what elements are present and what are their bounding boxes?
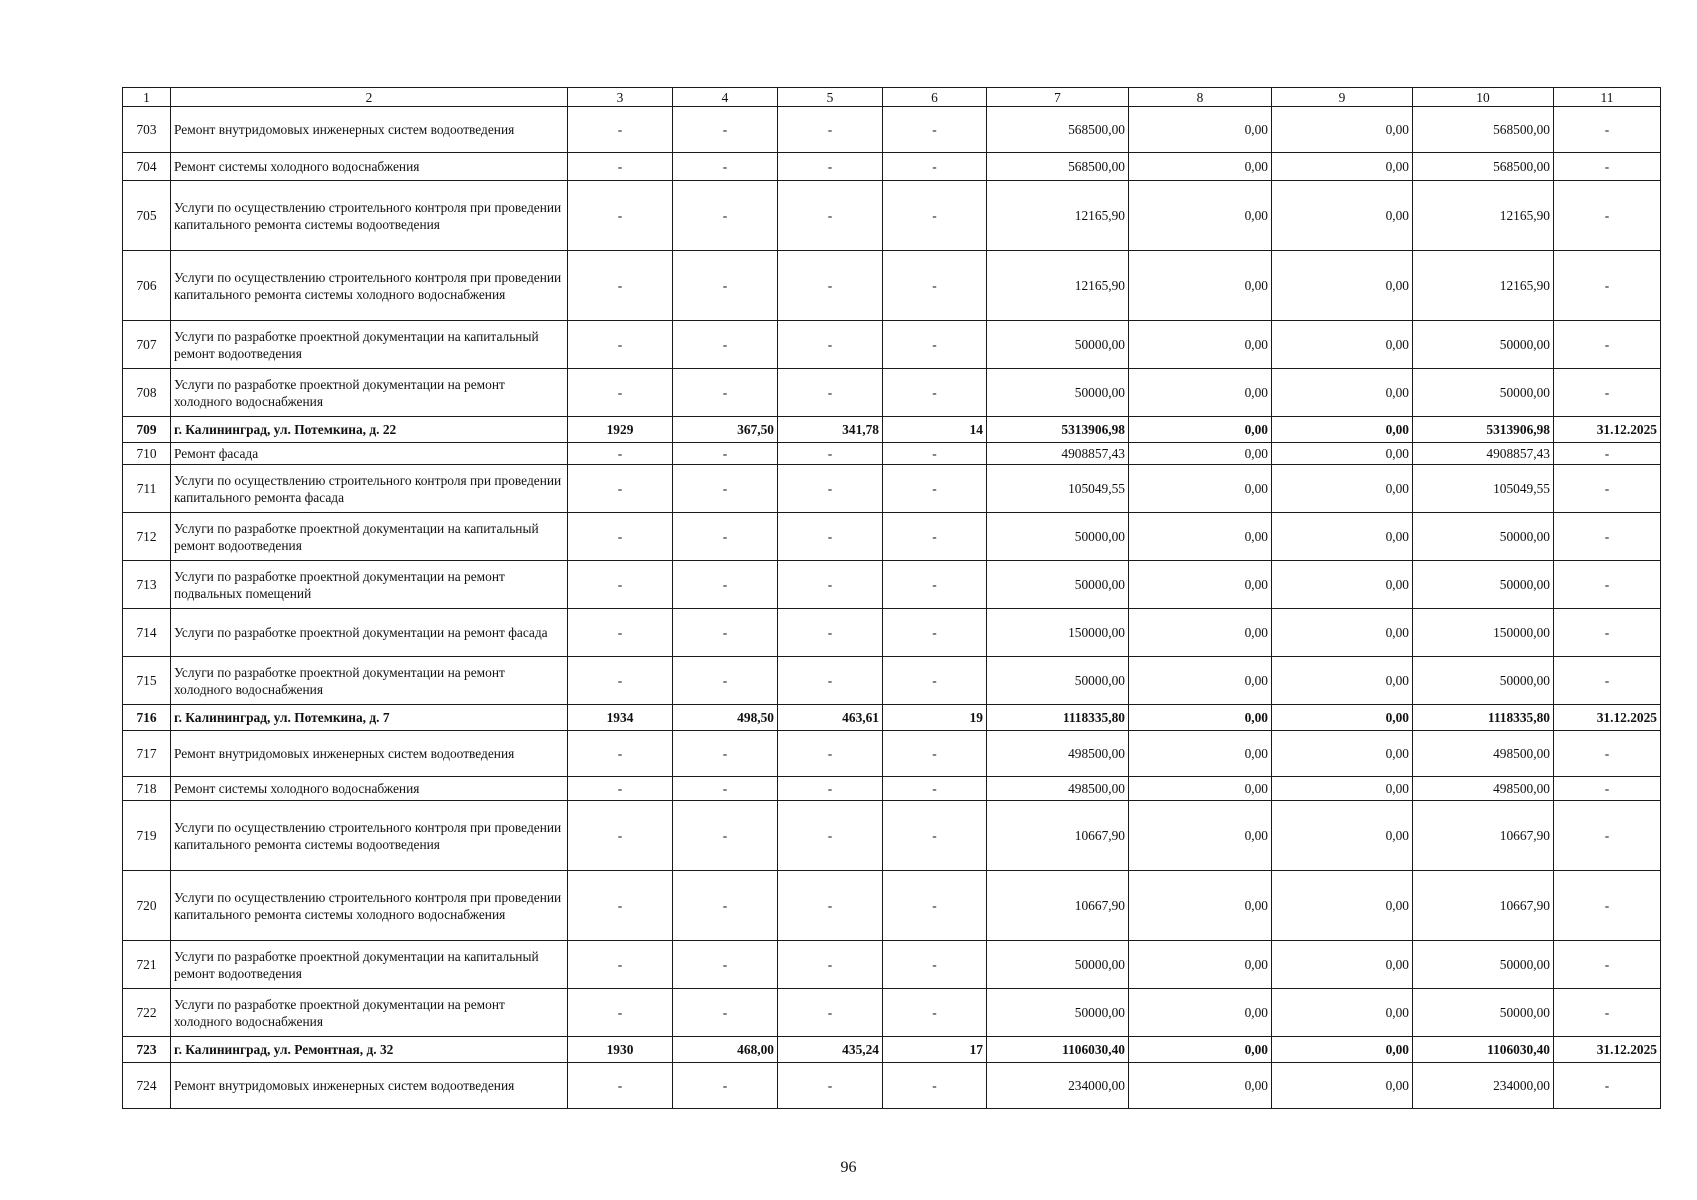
column-number: 4 bbox=[673, 88, 778, 107]
row-number: 713 bbox=[123, 561, 171, 609]
cell-area-living: - bbox=[778, 777, 883, 801]
cell-fund-3: 4908857,43 bbox=[1413, 443, 1554, 465]
cell-deadline: - bbox=[1554, 731, 1661, 777]
cell-year: - bbox=[568, 561, 673, 609]
cell-residents: - bbox=[883, 657, 987, 705]
cell-cost-total: 498500,00 bbox=[987, 777, 1129, 801]
table-row bbox=[123, 465, 1661, 513]
cell-cost-total: 50000,00 bbox=[987, 657, 1129, 705]
row-number: 711 bbox=[123, 465, 171, 513]
cell-area-total: - bbox=[673, 801, 778, 871]
cell-fund-3: 12165,90 bbox=[1413, 181, 1554, 251]
cell-residents: - bbox=[883, 1063, 987, 1109]
cell-year: 1930 bbox=[568, 1037, 673, 1063]
cell-cost-total: 10667,90 bbox=[987, 871, 1129, 941]
cell-fund-2: 0,00 bbox=[1272, 1037, 1413, 1063]
cell-cost-total: 50000,00 bbox=[987, 941, 1129, 989]
row-number: 722 bbox=[123, 989, 171, 1037]
cell-deadline: - bbox=[1554, 871, 1661, 941]
cell-fund-2: 0,00 bbox=[1272, 251, 1413, 321]
cell-cost-total: 4908857,43 bbox=[987, 443, 1129, 465]
column-number: 6 bbox=[883, 88, 987, 107]
cell-fund-2: 0,00 bbox=[1272, 801, 1413, 871]
row-name: Услуги по осуществлению строительного контроля при проведении капитального ремонта фасада bbox=[171, 465, 568, 513]
row-number: 708 bbox=[123, 369, 171, 417]
cell-fund-1: 0,00 bbox=[1129, 657, 1272, 705]
row-name: Ремонт фасада bbox=[171, 443, 568, 465]
cell-year: - bbox=[568, 513, 673, 561]
cell-deadline: 31.12.2025 bbox=[1554, 417, 1661, 443]
cell-year: 1929 bbox=[568, 417, 673, 443]
cell-area-total: - bbox=[673, 513, 778, 561]
cell-year: - bbox=[568, 731, 673, 777]
cell-area-total: - bbox=[673, 153, 778, 181]
cell-cost-total: 498500,00 bbox=[987, 731, 1129, 777]
cell-area-living: - bbox=[778, 561, 883, 609]
cell-fund-2: 0,00 bbox=[1272, 561, 1413, 609]
cell-fund-1: 0,00 bbox=[1129, 871, 1272, 941]
cell-fund-3: 1118335,80 bbox=[1413, 705, 1554, 731]
cell-area-living: 435,24 bbox=[778, 1037, 883, 1063]
table-row bbox=[123, 153, 1661, 181]
cell-fund-1: 0,00 bbox=[1129, 731, 1272, 777]
cell-area-living: - bbox=[778, 443, 883, 465]
cell-fund-3: 50000,00 bbox=[1413, 321, 1554, 369]
table-body bbox=[123, 88, 1661, 1109]
cell-year: 1934 bbox=[568, 705, 673, 731]
row-number: 709 bbox=[123, 417, 171, 443]
row-name: Ремонт внутридомовых инженерных систем водоотведения bbox=[171, 1063, 568, 1109]
cell-year: - bbox=[568, 107, 673, 153]
cell-cost-total: 50000,00 bbox=[987, 321, 1129, 369]
row-number: 706 bbox=[123, 251, 171, 321]
cell-deadline: - bbox=[1554, 657, 1661, 705]
row-name: Услуги по разработке проектной документации на ремонт холодного водоснабжения bbox=[171, 369, 568, 417]
cell-area-living: - bbox=[778, 513, 883, 561]
cell-deadline: - bbox=[1554, 443, 1661, 465]
cell-fund-3: 50000,00 bbox=[1413, 513, 1554, 561]
row-name: Услуги по осуществлению строительного контроля при проведении капитального ремонта системы водоотведения bbox=[171, 801, 568, 871]
cell-area-living: - bbox=[778, 609, 883, 657]
cell-residents: - bbox=[883, 443, 987, 465]
cell-year: - bbox=[568, 871, 673, 941]
cell-area-total: - bbox=[673, 369, 778, 417]
cell-deadline: - bbox=[1554, 513, 1661, 561]
cell-fund-3: 10667,90 bbox=[1413, 801, 1554, 871]
cell-cost-total: 50000,00 bbox=[987, 369, 1129, 417]
row-name: г. Калининград, ул. Потемкина, д. 7 bbox=[171, 705, 568, 731]
cell-fund-2: 0,00 bbox=[1272, 321, 1413, 369]
row-number: 710 bbox=[123, 443, 171, 465]
cell-deadline: - bbox=[1554, 609, 1661, 657]
cell-year: - bbox=[568, 1063, 673, 1109]
cell-fund-1: 0,00 bbox=[1129, 321, 1272, 369]
cell-area-living: - bbox=[778, 107, 883, 153]
row-name: Услуги по разработке проектной документации на капитальный ремонт водоотведения bbox=[171, 513, 568, 561]
cell-area-living: - bbox=[778, 181, 883, 251]
cell-residents: - bbox=[883, 181, 987, 251]
cell-deadline: - bbox=[1554, 801, 1661, 871]
cell-residents: 17 bbox=[883, 1037, 987, 1063]
cell-fund-3: 105049,55 bbox=[1413, 465, 1554, 513]
cell-cost-total: 568500,00 bbox=[987, 153, 1129, 181]
table-row bbox=[123, 941, 1661, 989]
row-number: 703 bbox=[123, 107, 171, 153]
cell-area-living: - bbox=[778, 1063, 883, 1109]
cell-cost-total: 150000,00 bbox=[987, 609, 1129, 657]
column-number: 9 bbox=[1272, 88, 1413, 107]
column-number: 11 bbox=[1554, 88, 1661, 107]
cell-residents: - bbox=[883, 369, 987, 417]
cell-year: - bbox=[568, 777, 673, 801]
address-row bbox=[123, 1037, 1661, 1063]
cell-year: - bbox=[568, 989, 673, 1037]
cell-fund-2: 0,00 bbox=[1272, 417, 1413, 443]
cell-area-total: - bbox=[673, 107, 778, 153]
row-number: 704 bbox=[123, 153, 171, 181]
table-row bbox=[123, 871, 1661, 941]
cell-cost-total: 1106030,40 bbox=[987, 1037, 1129, 1063]
cell-residents: - bbox=[883, 871, 987, 941]
cell-area-total: 498,50 bbox=[673, 705, 778, 731]
cell-area-living: - bbox=[778, 251, 883, 321]
cell-area-total: - bbox=[673, 321, 778, 369]
cell-residents: - bbox=[883, 609, 987, 657]
cell-fund-3: 50000,00 bbox=[1413, 989, 1554, 1037]
row-name: Услуги по осуществлению строительного контроля при проведении капитального ремонта системы холодного водоснабжения bbox=[171, 871, 568, 941]
table-row bbox=[123, 181, 1661, 251]
row-number: 715 bbox=[123, 657, 171, 705]
cell-cost-total: 50000,00 bbox=[987, 989, 1129, 1037]
cell-cost-total: 50000,00 bbox=[987, 561, 1129, 609]
cell-fund-1: 0,00 bbox=[1129, 941, 1272, 989]
cell-area-living: - bbox=[778, 153, 883, 181]
cell-residents: - bbox=[883, 153, 987, 181]
cell-fund-1: 0,00 bbox=[1129, 561, 1272, 609]
cell-fund-2: 0,00 bbox=[1272, 609, 1413, 657]
row-name: Ремонт внутридомовых инженерных систем водоотведения bbox=[171, 107, 568, 153]
cell-area-living: - bbox=[778, 801, 883, 871]
cell-fund-1: 0,00 bbox=[1129, 181, 1272, 251]
column-number: 7 bbox=[987, 88, 1129, 107]
cell-fund-3: 498500,00 bbox=[1413, 731, 1554, 777]
address-row bbox=[123, 705, 1661, 731]
cell-residents: - bbox=[883, 941, 987, 989]
table-row bbox=[123, 251, 1661, 321]
cell-deadline: - bbox=[1554, 777, 1661, 801]
cell-deadline: - bbox=[1554, 181, 1661, 251]
cell-fund-3: 234000,00 bbox=[1413, 1063, 1554, 1109]
cell-area-living: - bbox=[778, 941, 883, 989]
cell-fund-3: 568500,00 bbox=[1413, 153, 1554, 181]
cell-fund-1: 0,00 bbox=[1129, 1063, 1272, 1109]
cell-area-total: - bbox=[673, 443, 778, 465]
cell-residents: - bbox=[883, 321, 987, 369]
cell-fund-2: 0,00 bbox=[1272, 181, 1413, 251]
cell-fund-3: 568500,00 bbox=[1413, 107, 1554, 153]
cell-fund-2: 0,00 bbox=[1272, 941, 1413, 989]
cell-fund-2: 0,00 bbox=[1272, 153, 1413, 181]
cell-fund-2: 0,00 bbox=[1272, 1063, 1413, 1109]
row-name: г. Калининград, ул. Ремонтная, д. 32 bbox=[171, 1037, 568, 1063]
cell-fund-3: 50000,00 bbox=[1413, 369, 1554, 417]
table-row bbox=[123, 777, 1661, 801]
cell-area-total: - bbox=[673, 561, 778, 609]
cell-area-living: - bbox=[778, 465, 883, 513]
row-name: Услуги по разработке проектной документации на капитальный ремонт водоотведения bbox=[171, 321, 568, 369]
column-number: 8 bbox=[1129, 88, 1272, 107]
cell-fund-2: 0,00 bbox=[1272, 443, 1413, 465]
cell-area-living: 341,78 bbox=[778, 417, 883, 443]
row-name: Услуги по разработке проектной документации на ремонт холодного водоснабжения bbox=[171, 989, 568, 1037]
cell-fund-1: 0,00 bbox=[1129, 777, 1272, 801]
cell-residents: 19 bbox=[883, 705, 987, 731]
cell-fund-1: 0,00 bbox=[1129, 513, 1272, 561]
cell-cost-total: 105049,55 bbox=[987, 465, 1129, 513]
cell-cost-total: 234000,00 bbox=[987, 1063, 1129, 1109]
row-number: 714 bbox=[123, 609, 171, 657]
table-row bbox=[123, 561, 1661, 609]
cell-residents: - bbox=[883, 801, 987, 871]
row-number: 716 bbox=[123, 705, 171, 731]
cell-area-total: - bbox=[673, 731, 778, 777]
cell-deadline: - bbox=[1554, 465, 1661, 513]
cell-area-living: - bbox=[778, 369, 883, 417]
cell-fund-3: 50000,00 bbox=[1413, 561, 1554, 609]
row-name: г. Калининград, ул. Потемкина, д. 22 bbox=[171, 417, 568, 443]
cell-fund-2: 0,00 bbox=[1272, 705, 1413, 731]
cell-area-total: - bbox=[673, 657, 778, 705]
row-name: Ремонт системы холодного водоснабжения bbox=[171, 153, 568, 181]
cell-area-total: 367,50 bbox=[673, 417, 778, 443]
cell-area-total: - bbox=[673, 777, 778, 801]
cell-residents: - bbox=[883, 107, 987, 153]
table-row bbox=[123, 609, 1661, 657]
cell-deadline: - bbox=[1554, 107, 1661, 153]
cell-year: - bbox=[568, 251, 673, 321]
cell-deadline: - bbox=[1554, 321, 1661, 369]
cell-cost-total: 5313906,98 bbox=[987, 417, 1129, 443]
cell-area-living: - bbox=[778, 989, 883, 1037]
cell-fund-2: 0,00 bbox=[1272, 107, 1413, 153]
cell-deadline: - bbox=[1554, 1063, 1661, 1109]
cell-fund-1: 0,00 bbox=[1129, 465, 1272, 513]
cell-fund-2: 0,00 bbox=[1272, 871, 1413, 941]
cell-fund-2: 0,00 bbox=[1272, 465, 1413, 513]
table-row bbox=[123, 657, 1661, 705]
cell-fund-1: 0,00 bbox=[1129, 609, 1272, 657]
cell-fund-1: 0,00 bbox=[1129, 705, 1272, 731]
table-row bbox=[123, 443, 1661, 465]
row-number: 718 bbox=[123, 777, 171, 801]
row-name: Услуги по осуществлению строительного контроля при проведении капитального ремонта системы водоотведения bbox=[171, 181, 568, 251]
cell-fund-3: 1106030,40 bbox=[1413, 1037, 1554, 1063]
cell-year: - bbox=[568, 369, 673, 417]
column-number: 5 bbox=[778, 88, 883, 107]
cell-year: - bbox=[568, 153, 673, 181]
cell-area-living: - bbox=[778, 731, 883, 777]
cell-fund-3: 10667,90 bbox=[1413, 871, 1554, 941]
column-number: 2 bbox=[171, 88, 568, 107]
cell-residents: - bbox=[883, 561, 987, 609]
cell-deadline: - bbox=[1554, 153, 1661, 181]
cell-fund-1: 0,00 bbox=[1129, 801, 1272, 871]
cell-fund-1: 0,00 bbox=[1129, 443, 1272, 465]
cell-cost-total: 12165,90 bbox=[987, 251, 1129, 321]
cell-fund-2: 0,00 bbox=[1272, 369, 1413, 417]
cell-cost-total: 1118335,80 bbox=[987, 705, 1129, 731]
cell-deadline: 31.12.2025 bbox=[1554, 1037, 1661, 1063]
row-name: Услуги по разработке проектной документации на ремонт холодного водоснабжения bbox=[171, 657, 568, 705]
cell-fund-1: 0,00 bbox=[1129, 153, 1272, 181]
column-number-row bbox=[123, 88, 1661, 107]
cell-fund-2: 0,00 bbox=[1272, 731, 1413, 777]
cell-year: - bbox=[568, 181, 673, 251]
cell-fund-1: 0,00 bbox=[1129, 369, 1272, 417]
cell-deadline: - bbox=[1554, 941, 1661, 989]
row-name: Ремонт внутридомовых инженерных систем водоотведения bbox=[171, 731, 568, 777]
row-number: 723 bbox=[123, 1037, 171, 1063]
page-number: 96 bbox=[840, 1159, 857, 1176]
row-number: 717 bbox=[123, 731, 171, 777]
cell-area-total: - bbox=[673, 1063, 778, 1109]
cell-cost-total: 50000,00 bbox=[987, 513, 1129, 561]
row-number: 720 bbox=[123, 871, 171, 941]
cell-fund-2: 0,00 bbox=[1272, 989, 1413, 1037]
cell-residents: - bbox=[883, 731, 987, 777]
cell-fund-3: 498500,00 bbox=[1413, 777, 1554, 801]
row-number: 721 bbox=[123, 941, 171, 989]
row-number: 705 bbox=[123, 181, 171, 251]
cell-area-total: - bbox=[673, 989, 778, 1037]
cell-area-total: - bbox=[673, 609, 778, 657]
row-name: Услуги по разработке проектной документации на ремонт подвальных помещений bbox=[171, 561, 568, 609]
cell-year: - bbox=[568, 941, 673, 989]
column-number: 1 bbox=[123, 88, 171, 107]
cell-deadline: - bbox=[1554, 561, 1661, 609]
table-row bbox=[123, 369, 1661, 417]
cell-fund-2: 0,00 bbox=[1272, 657, 1413, 705]
cell-deadline: 31.12.2025 bbox=[1554, 705, 1661, 731]
cell-fund-3: 50000,00 bbox=[1413, 657, 1554, 705]
row-name: Услуги по разработке проектной документации на капитальный ремонт водоотведения bbox=[171, 941, 568, 989]
cell-area-total: - bbox=[673, 251, 778, 321]
row-name: Ремонт системы холодного водоснабжения bbox=[171, 777, 568, 801]
row-name: Услуги по разработке проектной документации на ремонт фасада bbox=[171, 609, 568, 657]
cell-fund-1: 0,00 bbox=[1129, 107, 1272, 153]
cell-residents: - bbox=[883, 777, 987, 801]
cell-deadline: - bbox=[1554, 989, 1661, 1037]
row-name: Услуги по осуществлению строительного контроля при проведении капитального ремонта системы холодного водоснабжения bbox=[171, 251, 568, 321]
cell-area-total: - bbox=[673, 465, 778, 513]
cell-fund-2: 0,00 bbox=[1272, 777, 1413, 801]
cell-year: - bbox=[568, 801, 673, 871]
cell-area-total: - bbox=[673, 941, 778, 989]
cell-area-living: 463,61 bbox=[778, 705, 883, 731]
table-row bbox=[123, 801, 1661, 871]
cell-cost-total: 12165,90 bbox=[987, 181, 1129, 251]
row-number: 712 bbox=[123, 513, 171, 561]
cell-fund-3: 150000,00 bbox=[1413, 609, 1554, 657]
cell-fund-3: 5313906,98 bbox=[1413, 417, 1554, 443]
cell-cost-total: 10667,90 bbox=[987, 801, 1129, 871]
cell-year: - bbox=[568, 443, 673, 465]
cell-area-living: - bbox=[778, 657, 883, 705]
column-number: 3 bbox=[568, 88, 673, 107]
cell-fund-1: 0,00 bbox=[1129, 1037, 1272, 1063]
row-number: 707 bbox=[123, 321, 171, 369]
table-row bbox=[123, 989, 1661, 1037]
column-number: 10 bbox=[1413, 88, 1554, 107]
table-row bbox=[123, 1063, 1661, 1109]
cell-year: - bbox=[568, 657, 673, 705]
table-row bbox=[123, 731, 1661, 777]
cell-residents: - bbox=[883, 513, 987, 561]
cell-fund-1: 0,00 bbox=[1129, 251, 1272, 321]
cell-deadline: - bbox=[1554, 369, 1661, 417]
cell-deadline: - bbox=[1554, 251, 1661, 321]
address-row bbox=[123, 417, 1661, 443]
cell-area-total: 468,00 bbox=[673, 1037, 778, 1063]
table-row bbox=[123, 513, 1661, 561]
row-number: 724 bbox=[123, 1063, 171, 1109]
cell-fund-3: 12165,90 bbox=[1413, 251, 1554, 321]
cell-residents: 14 bbox=[883, 417, 987, 443]
cell-cost-total: 568500,00 bbox=[987, 107, 1129, 153]
cell-fund-1: 0,00 bbox=[1129, 417, 1272, 443]
cell-year: - bbox=[568, 609, 673, 657]
table-row bbox=[123, 321, 1661, 369]
cell-residents: - bbox=[883, 989, 987, 1037]
cell-area-living: - bbox=[778, 871, 883, 941]
cell-area-living: - bbox=[778, 321, 883, 369]
cell-fund-3: 50000,00 bbox=[1413, 941, 1554, 989]
cell-residents: - bbox=[883, 465, 987, 513]
cell-area-total: - bbox=[673, 181, 778, 251]
works-table bbox=[122, 87, 1661, 1109]
cell-fund-2: 0,00 bbox=[1272, 513, 1413, 561]
cell-fund-1: 0,00 bbox=[1129, 989, 1272, 1037]
cell-year: - bbox=[568, 321, 673, 369]
cell-residents: - bbox=[883, 251, 987, 321]
row-number: 719 bbox=[123, 801, 171, 871]
cell-area-total: - bbox=[673, 871, 778, 941]
cell-year: - bbox=[568, 465, 673, 513]
table-row bbox=[123, 107, 1661, 153]
